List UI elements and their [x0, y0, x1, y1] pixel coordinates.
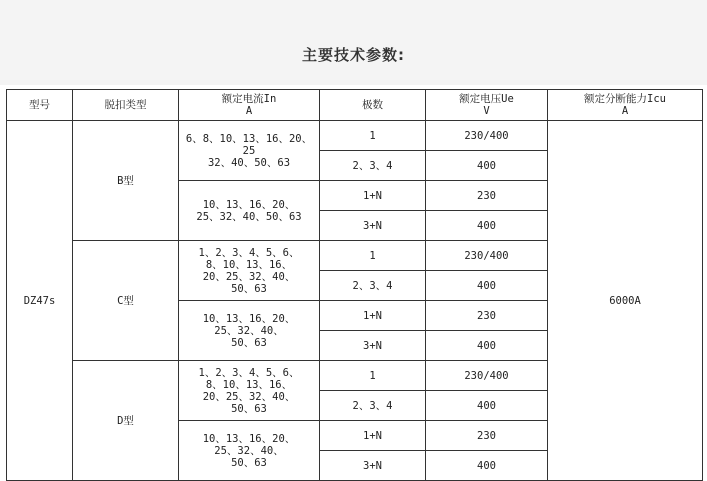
voltage-cell: 230	[426, 421, 548, 451]
header-rated-voltage-label: 额定电压Ue	[459, 93, 514, 105]
model-cell: DZ47s	[7, 121, 73, 481]
voltage-cell: 230/400	[426, 121, 548, 151]
header-rated-current-unit: A	[245, 105, 253, 117]
rated-current-text: 1、2、3、4、5、6、 8、10、13、16、 20、25、32、40、 50、63	[198, 366, 300, 415]
poles-cell: 1	[320, 121, 426, 151]
rated-current-cell	[179, 301, 320, 361]
poles-cell: 1+N	[320, 421, 426, 451]
poles-cell: 2、3、4	[320, 271, 426, 301]
rated-current-cell	[179, 421, 320, 481]
voltage-cell: 400	[426, 391, 548, 421]
voltage-cell: 230/400	[426, 241, 548, 271]
header-model: 型号	[7, 90, 73, 121]
poles-cell: 2、3、4	[320, 151, 426, 181]
voltage-cell: 400	[426, 151, 548, 181]
voltage-cell: 400	[426, 271, 548, 301]
voltage-cell: 400	[426, 211, 548, 241]
spec-table	[6, 89, 703, 481]
header-rated-voltage-unit: V	[483, 105, 490, 117]
rated-current-cell	[179, 361, 320, 421]
header-rated-current-label: 额定电流In	[221, 93, 277, 105]
header-banner	[0, 0, 707, 85]
header-breaking-capacity	[548, 90, 703, 121]
trip-type-cell: B型	[73, 121, 179, 241]
page-title: 主要技术参数:	[302, 46, 405, 64]
header-poles: 极数	[320, 90, 426, 121]
voltage-cell: 230	[426, 301, 548, 331]
rated-current-text: 10、13、16、20、 25、32、40、50、63	[196, 198, 302, 223]
poles-cell: 3+N	[320, 211, 426, 241]
header-rated-current	[179, 90, 320, 121]
poles-cell: 1+N	[320, 301, 426, 331]
trip-type-cell: C型	[73, 241, 179, 361]
poles-cell: 1	[320, 361, 426, 391]
poles-cell: 1+N	[320, 181, 426, 211]
table-row	[7, 121, 703, 151]
rated-current-text: 6、8、10、13、16、20、 25 32、40、50、63	[185, 132, 313, 169]
rated-current-text: 1、2、3、4、5、6、 8、10、13、16、 20、25、32、40、 50、63	[198, 246, 300, 295]
poles-cell: 1	[320, 241, 426, 271]
rated-current-text: 10、13、16、20、 25、32、40、 50、63	[202, 432, 296, 469]
voltage-cell: 230	[426, 181, 548, 211]
rated-current-cell	[179, 241, 320, 301]
voltage-cell: 400	[426, 331, 548, 361]
poles-cell: 3+N	[320, 451, 426, 481]
header-breaking-capacity-label: 额定分断能力Icu	[584, 93, 666, 105]
rated-current-cell	[179, 121, 320, 181]
poles-cell: 3+N	[320, 331, 426, 361]
rated-current-cell	[179, 181, 320, 241]
poles-cell: 2、3、4	[320, 391, 426, 421]
trip-type-cell: D型	[73, 361, 179, 481]
rated-current-text: 10、13、16、20、 25、32、40、 50、63	[202, 312, 296, 349]
header-breaking-capacity-unit: A	[621, 105, 629, 117]
header-row	[7, 90, 703, 121]
breaking-capacity-cell: 6000A	[548, 121, 703, 481]
voltage-cell: 230/400	[426, 361, 548, 391]
header-rated-voltage	[426, 90, 548, 121]
voltage-cell: 400	[426, 451, 548, 481]
header-trip-type: 脱扣类型	[73, 90, 179, 121]
